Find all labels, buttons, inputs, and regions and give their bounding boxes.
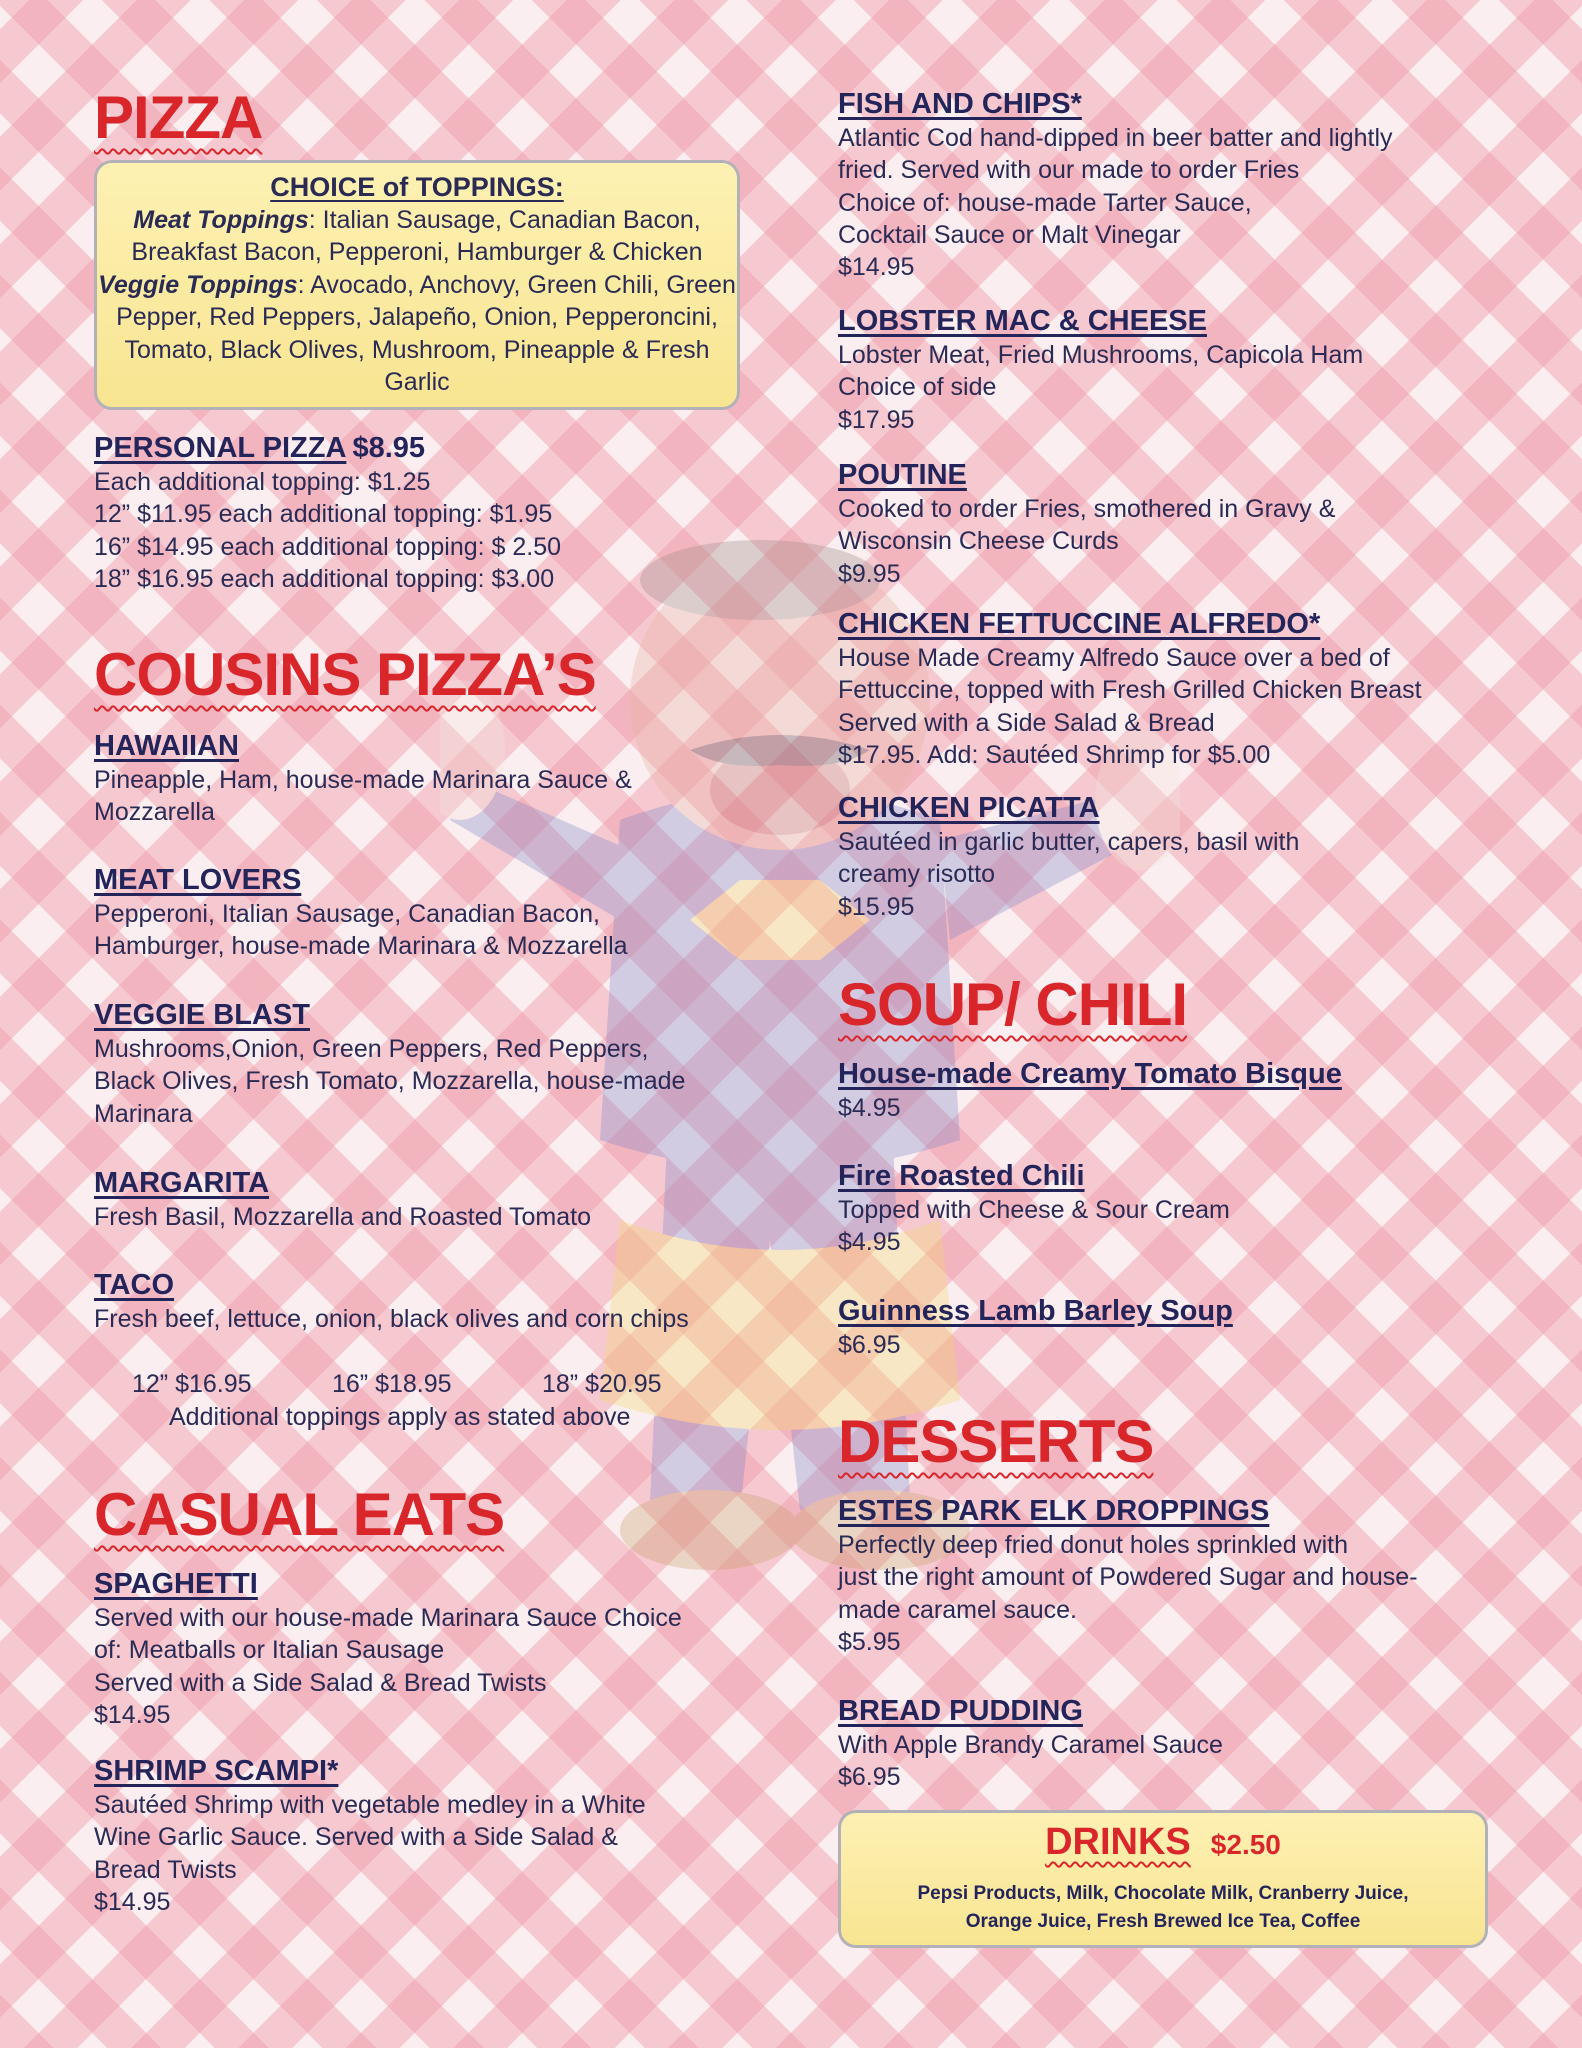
size-price: 16” $18.95: [332, 1370, 452, 1398]
item-description: $4.95: [838, 1094, 901, 1122]
item-description: Sautéed in garlic butter, capers, basil with creamy risotto $15.95: [838, 828, 1300, 921]
item-name: House-made Creamy Tomato Bisque: [838, 1058, 1342, 1090]
item-name: LOBSTER MAC & CHEESE: [838, 305, 1207, 337]
meat-toppings-label: Meat Toppings: [133, 205, 309, 234]
menu-item: [838, 1295, 1538, 1361]
menu-item: [94, 999, 794, 1130]
size-price: 18” $20.95: [542, 1370, 662, 1398]
pizza-sizes-row: [132, 1370, 662, 1399]
item-description: Atlantic Cod hand-dipped in beer batter and lightly fried. Served with our made to order Fries Choice of: house-made Tarter Sauce, Cocktail Sauce or Malt Vinegar $14.95: [838, 124, 1393, 282]
item-price: $8.95: [352, 432, 426, 464]
item-description: House Made Creamy Alfredo Sauce over a bed of Fettuccine, topped with Fresh Grilled Chicken Breast Served with a Side Salad & Bread $17.95. Add: Sautéed Shrimp for $5.00: [838, 644, 1422, 769]
casual-eats-section-title: CASUAL EATS: [94, 1481, 505, 1548]
toppings-box: [94, 160, 740, 410]
toppings-text: [97, 204, 737, 399]
item-name: HAWAIIAN: [94, 730, 239, 762]
desserts-section-title: DESSERTS: [838, 1408, 1154, 1475]
size-price: 12” $16.95: [132, 1370, 252, 1398]
item-description: Pepperoni, Italian Sausage, Canadian Bacon, Hamburger, house-made Marinara & Mozzarella: [94, 900, 628, 961]
item-name: FISH AND CHIPS*: [838, 88, 1082, 120]
veggie-toppings-label: Veggie Toppings: [98, 270, 298, 299]
item-name: MEAT LOVERS: [94, 864, 302, 896]
drinks-header: [841, 1821, 1485, 1864]
menu-item: [838, 608, 1538, 771]
item-description: Perfectly deep fried donut holes sprinkled with just the right amount of Powdered Sugar and house- made caramel sauce. $5.95: [838, 1531, 1418, 1656]
item-description: With Apple Brandy Caramel Sauce $6.95: [838, 1731, 1223, 1792]
item-name: SPAGHETTI: [94, 1568, 258, 1600]
item-description: $6.95: [838, 1331, 901, 1359]
cousins-section-title: COUSINS PIZZA’S: [94, 641, 596, 708]
menu-item: [94, 730, 794, 829]
item-name: MARGARITA: [94, 1167, 270, 1199]
item-name: VEGGIE BLAST: [94, 999, 310, 1031]
menu-item: [838, 305, 1538, 436]
veggie-toppings-list: : Avocado, Anchovy, Green Chili, Green Pepper, Red Peppers, Jalapeño, Onion, Pepperoncini, Tomato, Black Olives, Mushroom, Pineapple & Fresh Garlic: [116, 270, 736, 396]
menu-item: [94, 1167, 794, 1233]
menu-item: [94, 1269, 794, 1335]
item-name: TACO: [94, 1269, 175, 1301]
item-description: Cooked to order Fries, smothered in Gravy & Wisconsin Cheese Curds $9.95: [838, 495, 1336, 588]
drinks-price: $2.50: [1210, 1829, 1281, 1860]
item-description: Fresh Basil, Mozzarella and Roasted Tomato: [94, 1203, 591, 1231]
menu-item: [94, 1755, 794, 1918]
item-name: CHICKEN PICATTA: [838, 792, 1100, 824]
menu-item: [838, 792, 1538, 923]
meat-toppings-list: : Italian Sausage, Canadian Bacon, Breakfast Bacon, Pepperoni, Hamburger & Chicken: [131, 205, 703, 266]
personal-pizza-item: [94, 432, 794, 595]
item-description: Lobster Meat, Fried Mushrooms, Capicola Ham Choice of side $17.95: [838, 341, 1364, 434]
sizes-note: Additional toppings apply as stated above: [169, 1403, 631, 1431]
item-description: Served with our house-made Marinara Sauce Choice of: Meatballs or Italian Sausage Served with a Side Salad & Bread Twists $14.95: [94, 1604, 682, 1729]
item-description: Pineapple, Ham, house-made Marinara Sauce & Mozzarella: [94, 766, 632, 827]
menu-item: [838, 1495, 1538, 1658]
menu-item: [94, 864, 794, 963]
item-description: Mushrooms,Onion, Green Peppers, Red Peppers, Black Olives, Fresh Tomato, Mozzarella, house-made Marinara: [94, 1035, 686, 1128]
item-description: Fresh beef, lettuce, onion, black olives and corn chips: [94, 1305, 689, 1333]
drinks-title: DRINKS: [1045, 1821, 1191, 1863]
item-name: POUTINE: [838, 459, 967, 491]
item-name: SHRIMP SCAMPI*: [94, 1755, 339, 1787]
drinks-list: Pepsi Products, Milk, Chocolate Milk, Cranberry Juice, Orange Juice, Fresh Brewed Ice Tea, Coffee: [917, 1883, 1409, 1932]
menu-item: [94, 1568, 794, 1731]
item-name: Guinness Lamb Barley Soup: [838, 1295, 1233, 1327]
item-name: BREAD PUDDING: [838, 1695, 1083, 1727]
drinks-box: [838, 1810, 1488, 1948]
menu-item: [838, 1058, 1538, 1124]
menu-item: [838, 1160, 1538, 1259]
soup-chili-section-title: SOUP/ CHILI: [838, 971, 1188, 1038]
toppings-title: CHOICE of TOPPINGS:: [270, 172, 564, 202]
pizza-section-title: PIZZA: [94, 84, 263, 151]
item-name: CHICKEN FETTUCCINE ALFREDO*: [838, 608, 1321, 640]
item-name: PERSONAL PIZZA: [94, 432, 347, 464]
menu-item: [838, 1695, 1538, 1794]
menu-item: [838, 459, 1538, 590]
menu-item: [838, 88, 1538, 283]
item-description: Each additional topping: $1.25 12” $11.95 each additional topping: $1.95 16” $14.95 each additional topping: $ 2.50 18” $16.95 each additional topping: $3.00: [94, 468, 562, 593]
item-name: ESTES PARK ELK DROPPINGS: [838, 1495, 1270, 1527]
item-name: Fire Roasted Chili: [838, 1160, 1085, 1192]
item-description: Topped with Cheese & Sour Cream $4.95: [838, 1196, 1230, 1257]
item-description: Sautéed Shrimp with vegetable medley in a White Wine Garlic Sauce. Served with a Side Salad & Bread Twists $14.95: [94, 1791, 646, 1916]
